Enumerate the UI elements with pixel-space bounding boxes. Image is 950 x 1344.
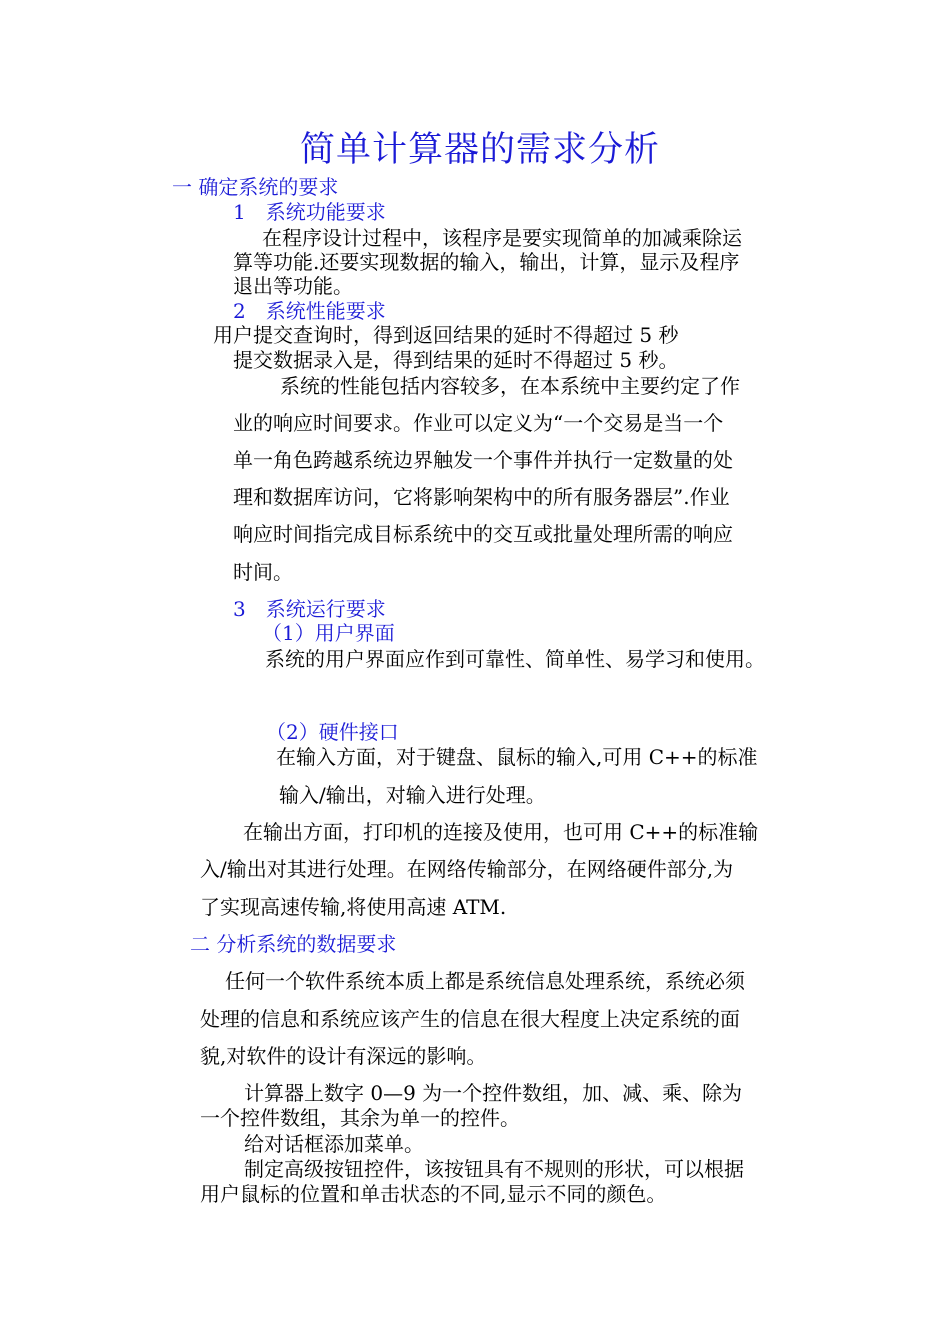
paragraph-line: 提交数据录入是，得到结果的延时不得超过 5 秒。 (233, 348, 679, 372)
paragraph-line: 在输入方面，对于键盘、鼠标的输入,可用 C++的标准 (276, 745, 758, 769)
subsection-heading-user-interface: （1）用户界面 (262, 621, 395, 645)
paragraph-line: 任何一个软件系统本质上都是系统信息处理系统，系统必须 (225, 969, 745, 993)
paragraph-line: 制定高级按钮控件，该按钮具有不规则的形状，可以根据 (244, 1157, 744, 1181)
section-heading-1: 一 确定系统的要求 (172, 175, 339, 199)
paragraph-line: 入/输出对其进行处理。在网络传输部分，在网络硬件部分,为 (200, 857, 734, 881)
paragraph-line: 给对话框添加菜单。 (244, 1132, 424, 1156)
paragraph-line: 业的响应时间要求。作业可以定义为“一个交易是当一个 (233, 411, 724, 435)
subsection-heading-operation: 3 系统运行要求 (233, 597, 386, 621)
paragraph-line: 在输出方面，打印机的连接及使用，也可用 C++的标准输 (243, 820, 759, 844)
paragraph-line: 系统的性能包括内容较多，在本系统中主要约定了作 (280, 374, 740, 398)
paragraph-line: 用户提交查询时，得到返回结果的延时不得超过 5 秒 (213, 323, 679, 347)
paragraph-line: 计算器上数字 0—9 为一个控件数组，加、减、乘、除为 (244, 1081, 743, 1105)
paragraph-line: 算等功能.还要实现数据的输入，输出，计算，显示及程序 (233, 250, 740, 274)
paragraph-line: 单一角色跨越系统边界触发一个事件并执行一定数量的处 (233, 448, 733, 472)
paragraph-line: 时间。 (233, 560, 293, 584)
paragraph-line: 退出等功能。 (233, 274, 353, 298)
paragraph-line: 用户鼠标的位置和单击状态的不同,显示不同的颜色。 (200, 1182, 667, 1206)
paragraph-line: 系统的用户界面应作到可靠性、简单性、易学习和使用。 (265, 647, 765, 671)
subsection-heading-hardware: （2）硬件接口 (266, 720, 399, 744)
subsection-heading-function: 1 系统功能要求 (233, 200, 386, 224)
paragraph-line: 处理的信息和系统应该产生的信息在很大程度上决定系统的面 (200, 1007, 740, 1031)
subsection-heading-performance: 2 系统性能要求 (233, 299, 386, 323)
paragraph-line: 理和数据库访问，它将影响架构中的所有服务器层”.作业 (233, 485, 730, 509)
paragraph-line: 貌,对软件的设计有深远的影响。 (200, 1044, 487, 1068)
paragraph-line: 了实现高速传输,将使用高速 ATM. (200, 895, 507, 919)
paragraph-line: 输入/输出，对输入进行处理。 (279, 783, 546, 807)
paragraph-line: 响应时间指完成目标系统中的交互或批量处理所需的响应 (233, 522, 733, 546)
paragraph-line: 一个控件数组，其余为单一的控件。 (200, 1106, 520, 1130)
page-title: 简单计算器的需求分析 (300, 130, 661, 170)
section-heading-2: 二 分析系统的数据要求 (190, 932, 397, 956)
paragraph-line: 在程序设计过程中，该程序是要实现简单的加减乘除运 (262, 226, 742, 250)
